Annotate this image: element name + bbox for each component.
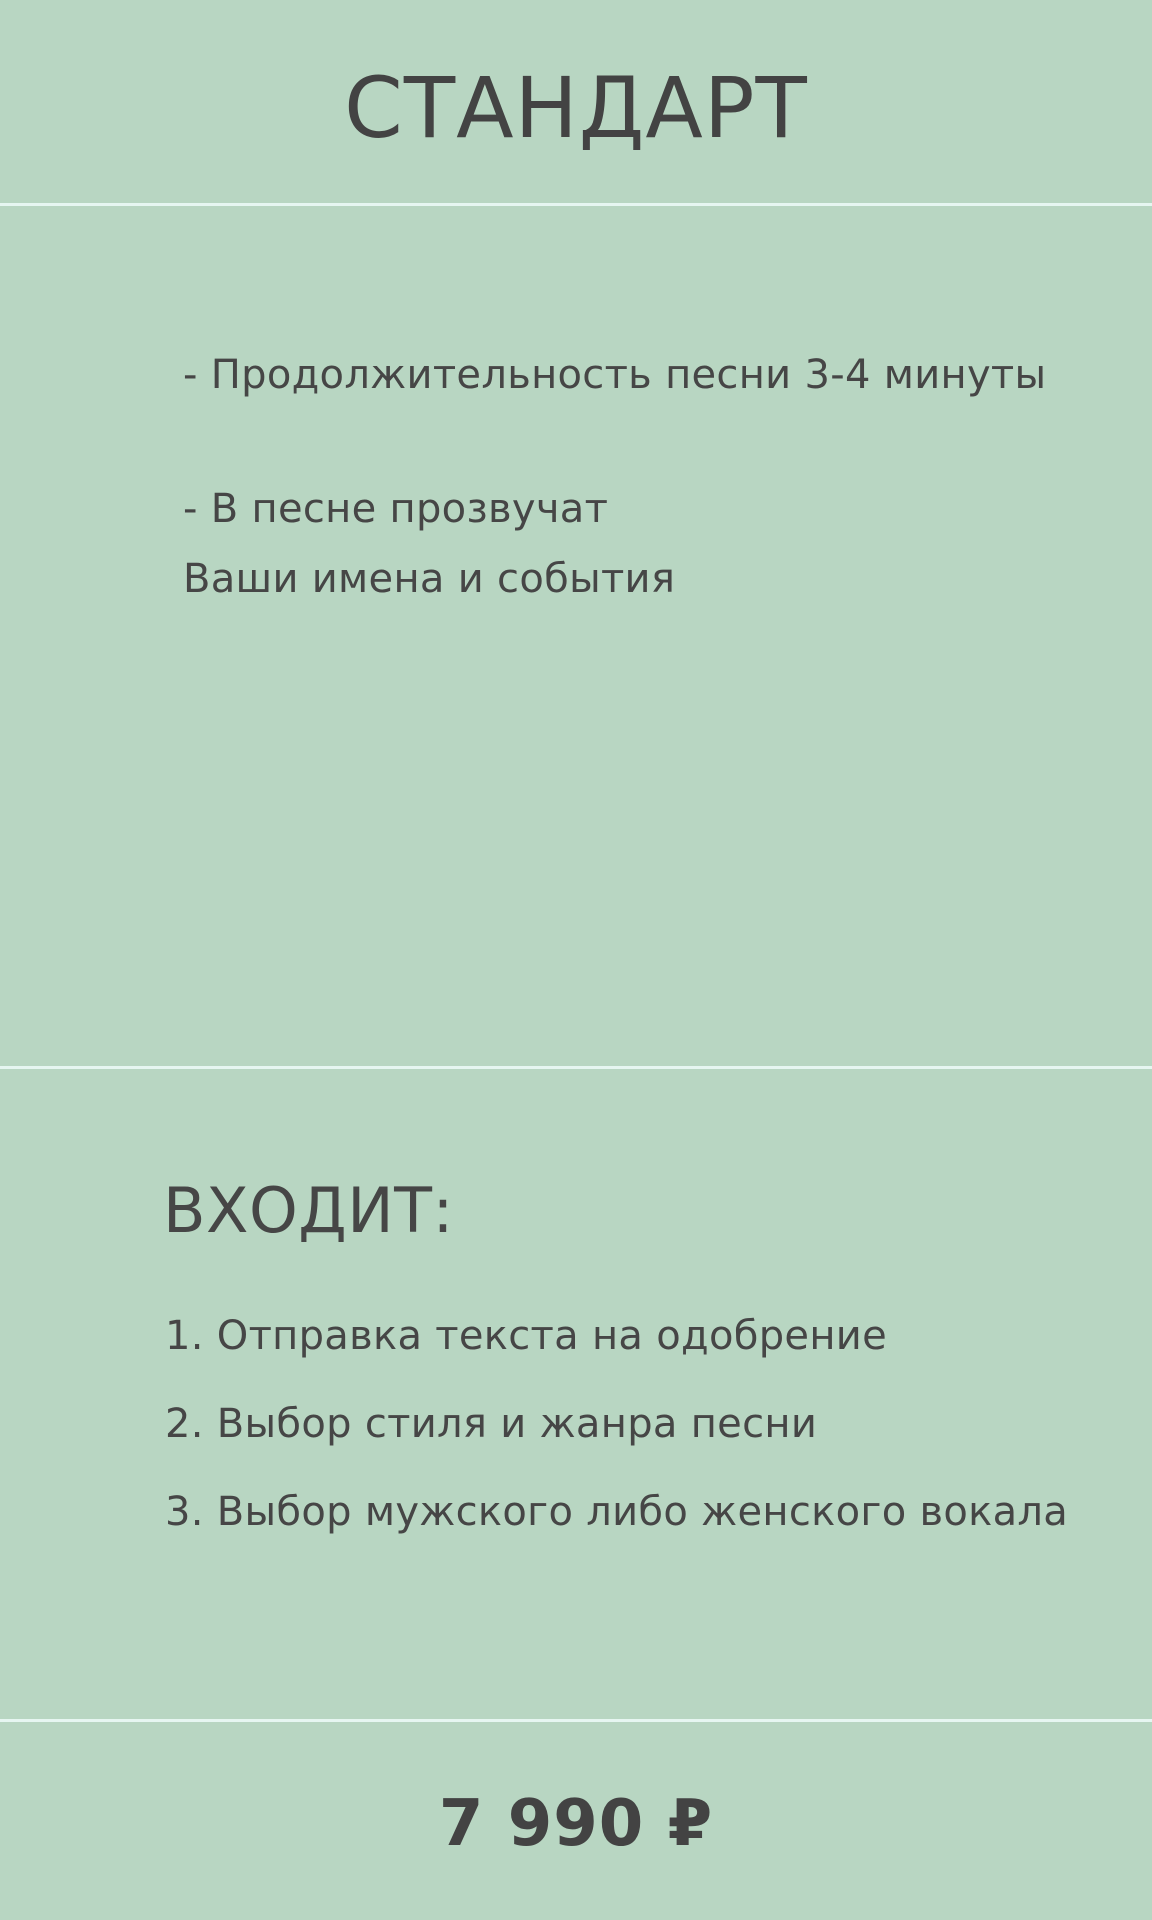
includes-heading: ВХОДИТ:: [163, 1174, 454, 1247]
includes-item-1: 1. Отправка текста на одобрение: [165, 1313, 887, 1359]
plan-title: СТАНДАРТ: [344, 59, 808, 157]
feature-duration: - Продолжительность песни 3-4 минуты: [183, 352, 1047, 398]
includes-list: [165, 1292, 1069, 1556]
feature-names-line-1: - В песне прозвучат: [183, 486, 609, 532]
divider-middle: [0, 1066, 1152, 1069]
price-label: 7 990 ₽: [438, 1787, 714, 1861]
includes-item-2: 2. Выбор стиля и жанра песни: [165, 1401, 818, 1447]
includes-item-3: 3. Выбор мужского либо женского вокала: [165, 1489, 1069, 1535]
feature-spacer: [183, 410, 1063, 474]
divider-bottom: [0, 1719, 1152, 1722]
divider-top: [0, 203, 1152, 206]
features-block: [183, 340, 1063, 614]
feature-names-line-2: Ваши имена и события: [183, 556, 676, 602]
